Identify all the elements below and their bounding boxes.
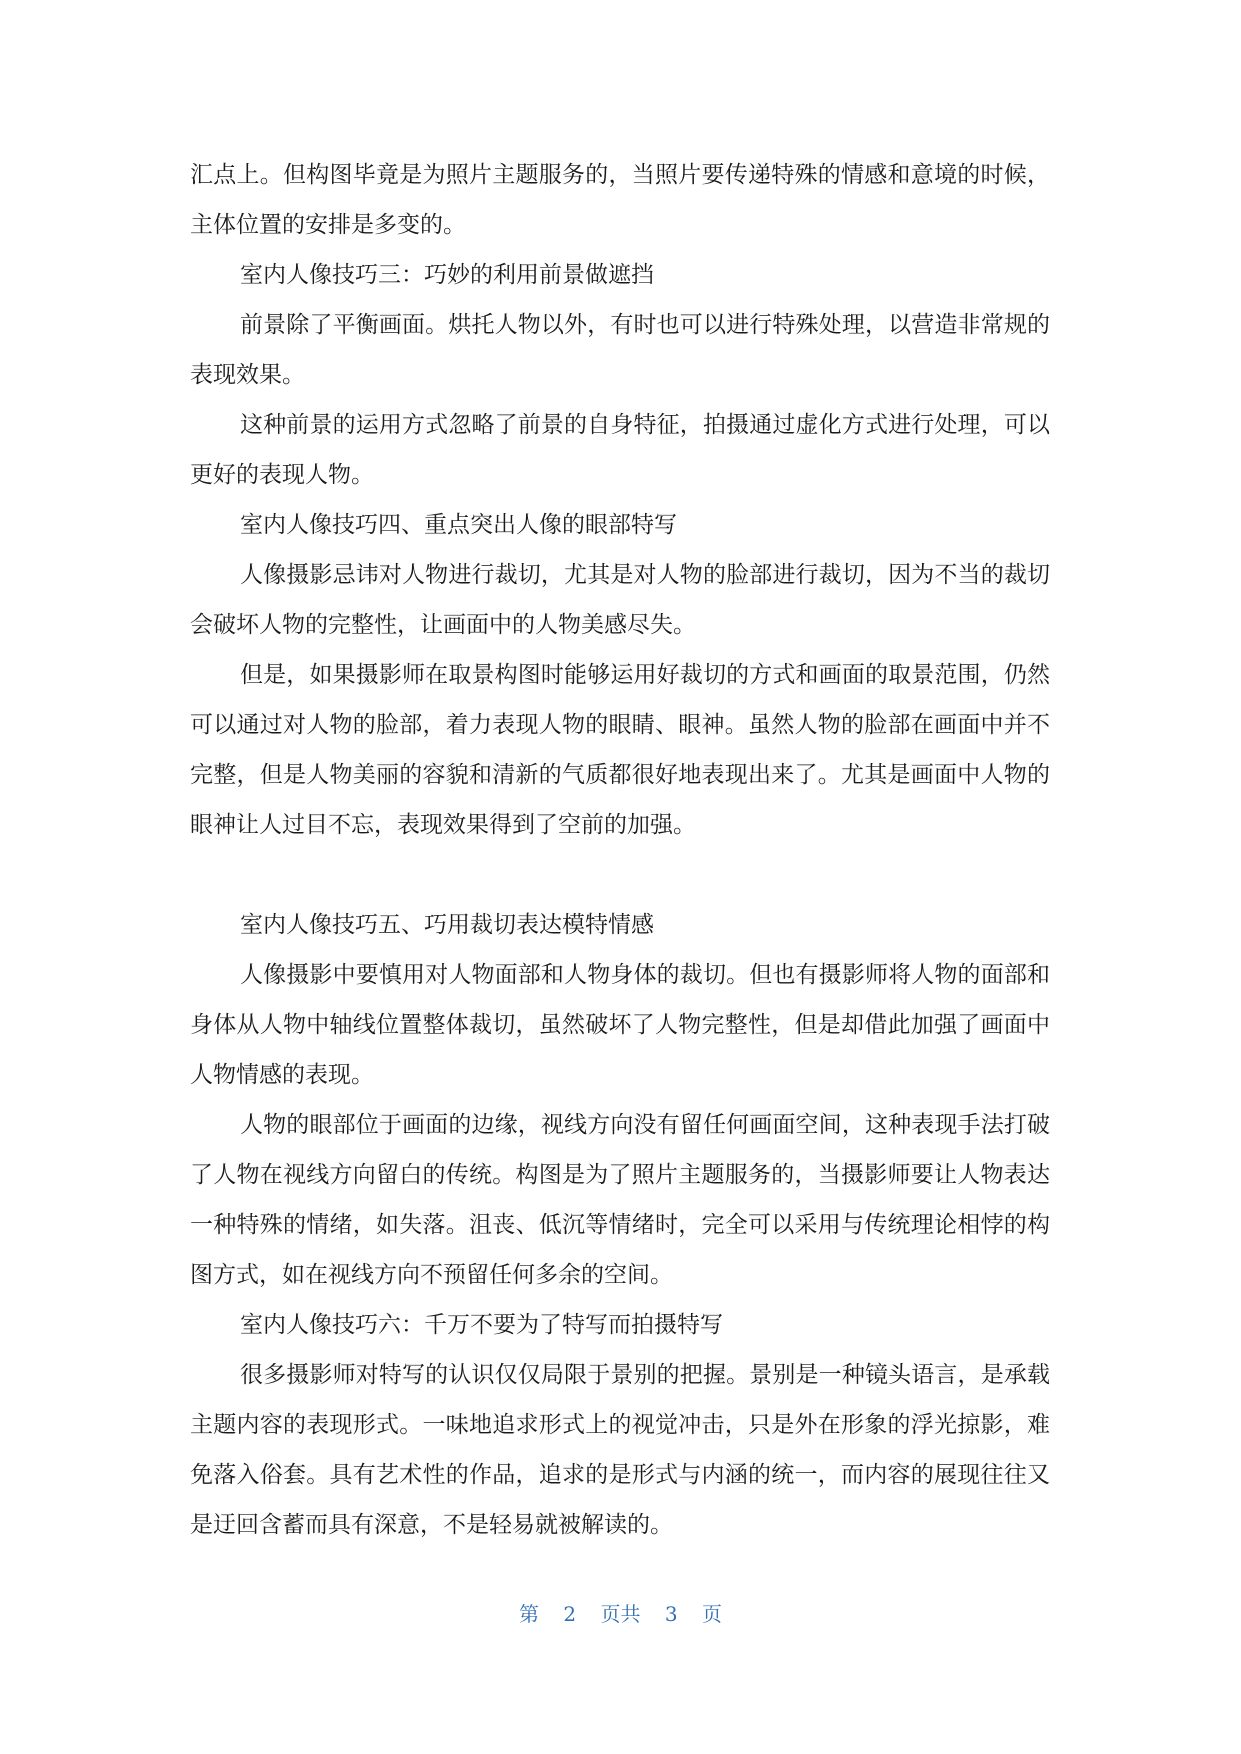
paragraph: 人像摄影中要慎用对人物面部和人物身体的裁切。但也有摄影师将人物的面部和身体从人物中轴线位置整体裁切，虽然破坏了人物完整性，但是却借此加强了画面中人物情感的表现。 — [190, 962, 1050, 1088]
paragraph: 这种前景的运用方式忽略了前景的自身特征，拍摄通过虚化方式进行处理，可以更好的表现人物。 — [190, 412, 1050, 488]
paragraph-continuation: 汇点上。但构图毕竟是为照片主题服务的，当照片要传递特殊的情感和意境的时候，主体位置的安排是多变的。 — [190, 162, 1050, 238]
paragraph: 但是，如果摄影师在取景构图时能够运用好裁切的方式和画面的取景范围，仍然可以通过对人物的脸部，着力表现人物的眼睛、眼神。虽然人物的脸部在画面中并不完整，但是人物美丽的容貌和清新的气质都很好地表现出来了。尤其是画面中人物的眼神让人过目不忘，表现效果得到了空前的加强。 — [190, 662, 1050, 838]
page-footer — [0, 1598, 1241, 1627]
paragraph: 很多摄影师对特写的认识仅仅局限于景别的把握。景别是一种镜头语言，是承载主题内容的表现形式。一味地追求形式上的视觉冲击，只是外在形象的浮光掠影，难免落入俗套。具有艺术性的作品，追求的是形式与内涵的统一，而内容的展现往往又是迂回含蓄而具有深意，不是轻易就被解读的。 — [190, 1362, 1050, 1538]
current-page-number: 2 — [563, 1602, 577, 1626]
footer-middle: 页共 — [600, 1602, 641, 1626]
section-heading-tip-3: 室内人像技巧三：巧妙的利用前景做遮挡 — [240, 262, 654, 288]
paragraph: 人物的眼部位于画面的边缘，视线方向没有留任何画面空间，这种表现手法打破了人物在视线方向留白的传统。构图是为了照片主题服务的，当摄影师要让人物表达 一种特殊的情绪，如失落。沮丧、低沉等情绪时，完全可以采用与传统理论相悖的构图方式，如在视线方向不预留任何多余的空间。 — [190, 1112, 1050, 1288]
paragraph: 人像摄影忌讳对人物进行裁切，尤其是对人物的脸部进行裁切，因为不当的裁切会破坏人物的完整性，让画面中的人物美感尽失。 — [190, 562, 1050, 638]
total-page-count: 3 — [664, 1602, 678, 1626]
section-heading-tip-4: 室内人像技巧四、重点突出人像的眼部特写 — [240, 512, 677, 538]
paragraph: 前景除了平衡画面。烘托人物以外，有时也可以进行特殊处理，以营造非常规的表现效果。 — [190, 312, 1050, 388]
section-heading-tip-6: 室内人像技巧六：千万不要为了特写而拍摄特写 — [240, 1312, 723, 1338]
document-body — [190, 150, 1050, 1550]
footer-prefix: 第 — [519, 1602, 540, 1626]
footer-suffix: 页 — [701, 1602, 722, 1626]
section-heading-tip-5: 室内人像技巧五、巧用裁切表达模特情感 — [240, 912, 654, 938]
